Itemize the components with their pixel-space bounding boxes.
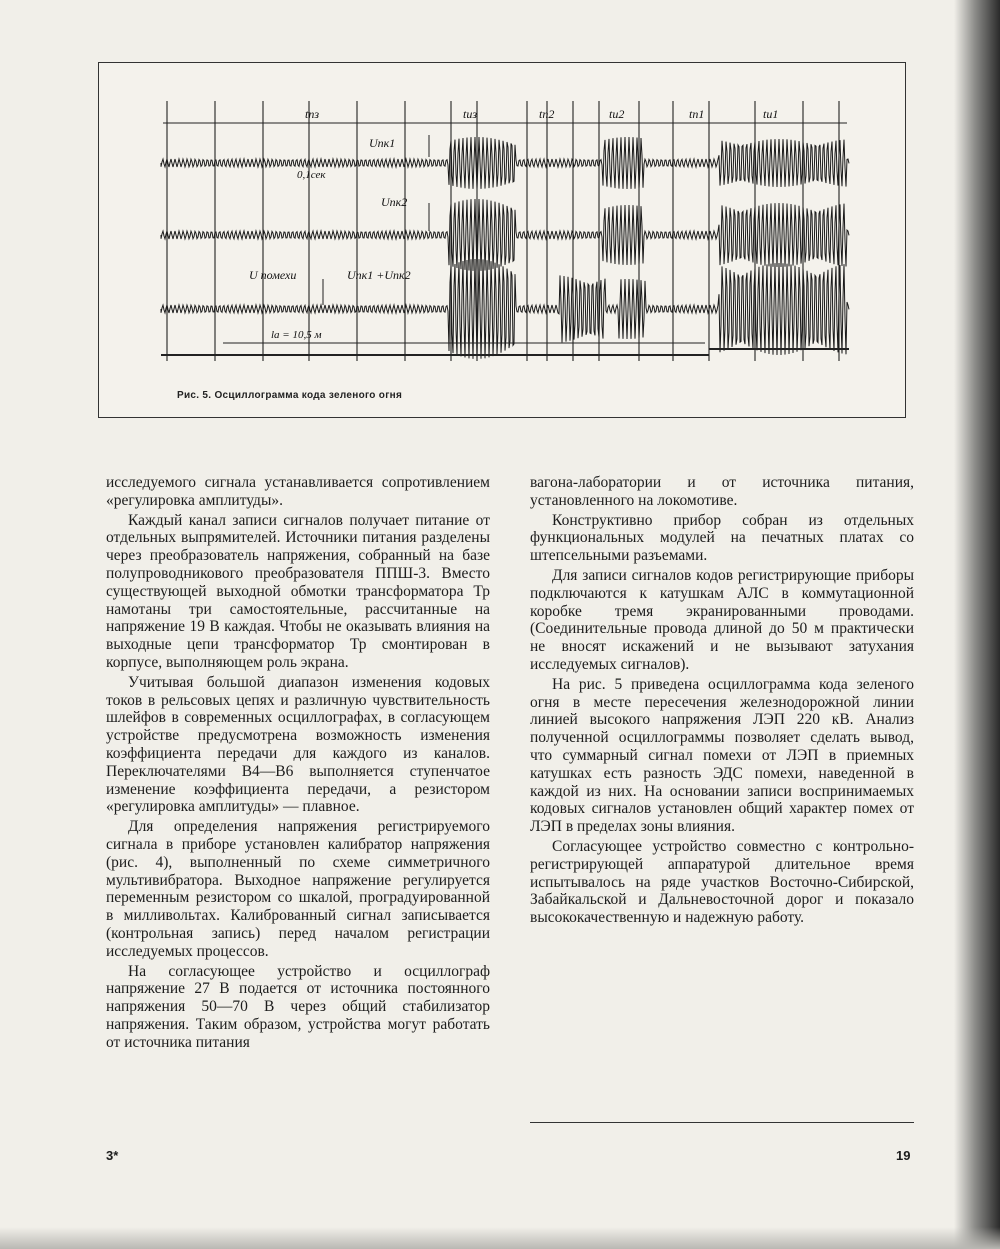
right-text-column [530, 474, 914, 929]
oscillogram-plot [99, 63, 907, 419]
paragraph: Для записи сигналов кодов регистрирующие приборы подключаются к катушкам АЛС в коммутационной коробке тремя экранированными проводами. (Соединительные провода длиной до 50 м практически не вносят искажений и не вызывают затухания исследуемых сигналов). [530, 566, 914, 673]
oscillogram-figure [98, 62, 906, 418]
label-u-pk1: Uпк1 [369, 136, 396, 150]
label-u-pk2: Uпк2 [381, 195, 408, 209]
figure-caption: Рис. 5. Осциллограмма кода зеленого огня [177, 390, 403, 401]
label-t-u1: tи1 [763, 107, 779, 121]
label-t-p1: tп1 [689, 107, 705, 121]
paragraph: вагона-лаборатории и от источника питания, установленного на локомотиве. [530, 474, 914, 509]
paragraph: Каждый канал записи сигналов получает питание от отдельных выпрямителей. Источники питания разделены через преобразователь напряжения, собранный на базе полупроводникового преобразователя ППШ-3. Вместо существующей выходной обмотки трансформатора Тр намотаны три самостоятельные, рассчитанные на напряжение 19 В каждая. Чтобы не оказывать влияния на выходные цепи трансформатор Тр смонтирован в корпусе, выполняющем роль экрана. [106, 511, 490, 671]
scan-shadow-bottom [0, 1227, 1000, 1249]
paragraph: На согласующее устройство и осциллограф напряжение 27 В подается от источника постоянного напряжения 50—70 В через общий стабилизатор напряжения. Таким образом, устройства могут работать от источника питания [106, 962, 490, 1051]
paragraph: Согласующее устройство совместно с контрольно-регистрирующей аппаратурой длительное время испытывалось на ряде участков Восточно-Сибирской, Забайкальской и Дальневосточной дорог и показало высококачественную и надежную работу. [530, 837, 914, 927]
oscillogram-trace-1 [161, 137, 849, 189]
column-end-rule [530, 1122, 914, 1123]
signature-mark: 3* [106, 1148, 119, 1163]
label-u-sum: Uпк1 +Uпк2 [347, 268, 411, 282]
oscillogram-trace-2 [161, 199, 849, 271]
label-t-p2: tп2 [539, 107, 555, 121]
paragraph: Конструктивно прибор собран из отдельных функциональных модулей на печатных платах со штепсельными разъемами. [530, 511, 914, 565]
label-t-p3: tпз [305, 107, 320, 121]
scan-shadow-edge [954, 0, 1000, 1249]
label-u-pomehi: U помехи [249, 268, 297, 282]
left-text-column [106, 474, 490, 1054]
label-t-u2: tи2 [609, 107, 625, 121]
paragraph: Учитывая большой диапазон изменения кодовых токов в рельсовых цепях и различную чувствительность шлейфов в современных осциллографах, в согласующем устройстве предусмотрена возможность изменения коэффициента передачи для каждого из каналов. Переключателями В4—В6 выполняется ступенчатое изменение коэффициента передачи, а резистором «регулировка амплитуды» — плавное. [106, 673, 490, 816]
label-t-u3: tиз [463, 107, 478, 121]
page-number: 19 [896, 1148, 911, 1163]
label-length: la = 10,5 м [271, 329, 322, 341]
paragraph: Для определения напряжения регистрируемого сигнала в приборе установлен калибратор напряжения (рис. 4), выполненный по схеме симметричного мультивибратора. Выходное напряжение регулируется переменным резистором со шкалой, проградуированной в милливольтах. Калиброванный сигнал записывается (контрольная запись) перед началом регистрации исследуемых процессов. [106, 818, 490, 960]
paragraph: исследуемого сигнала устанавливается сопротивлением «регулировка амплитуды». [106, 474, 490, 509]
paragraph: На рис. 5 приведена осциллограмма кода зеленого огня в месте пересечения железнодорожной линии линией высокого напряжения ЛЭП 220 кВ. Анализ полученной осциллограммы позволяет сделать вывод, что суммарный сигнал помехи от ЛЭП в приемных катушках есть разность ЭДС помехи, наведенной в каждой из них. На основании записи воспринимаемых кодовых сигналов установлен общий характер помех от ЛЭП в пределах зоны влияния. [530, 675, 914, 836]
label-time-mark: 0,1сек [297, 169, 326, 181]
